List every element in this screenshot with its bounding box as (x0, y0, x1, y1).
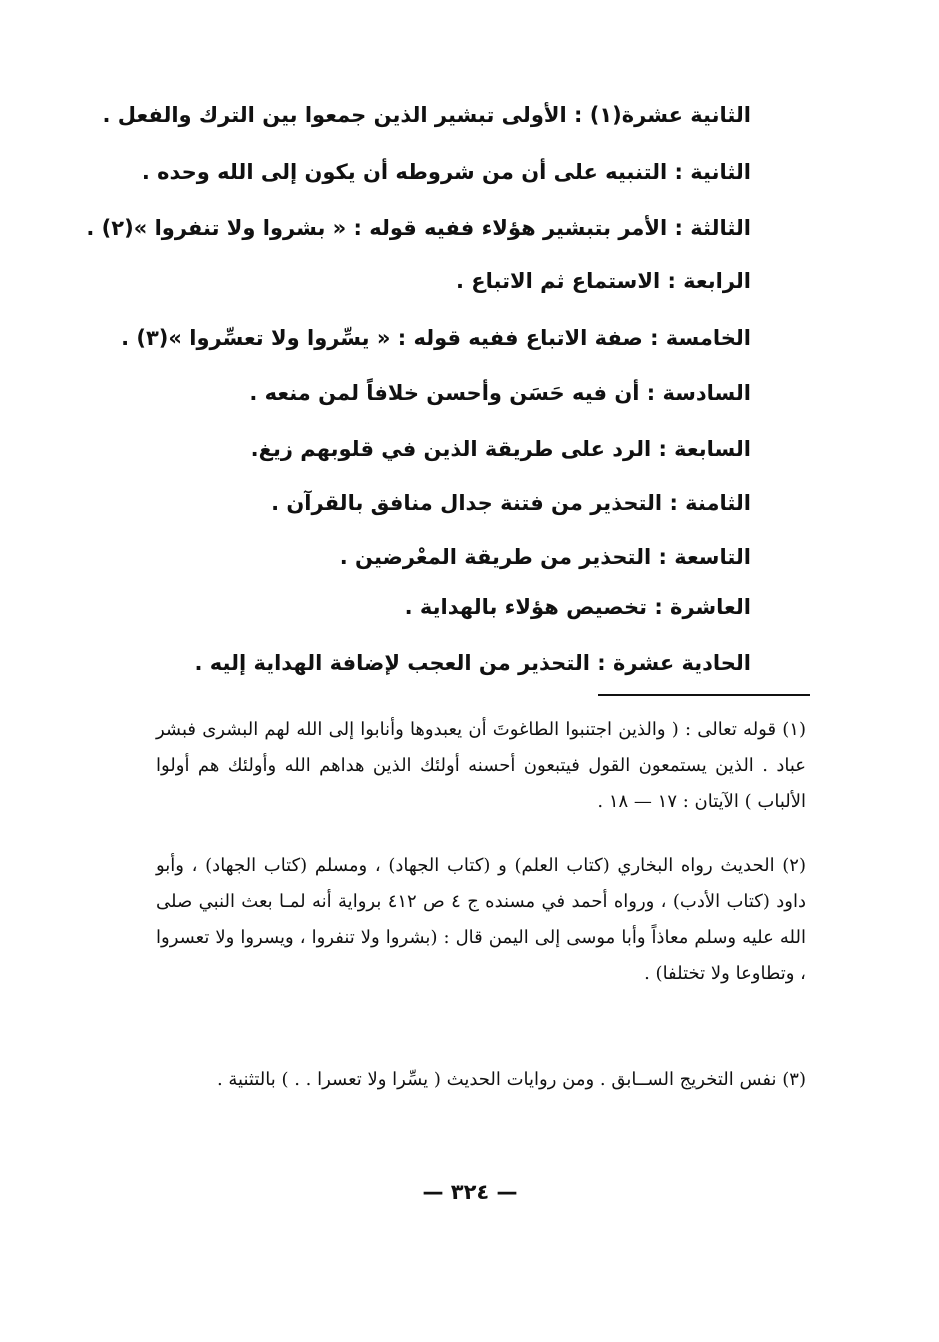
point-line (151, 266, 751, 296)
point-label: الثالثة : (674, 216, 751, 240)
point-line (121, 323, 751, 353)
footnote-separator (598, 694, 810, 696)
point-text: الأمر بتبشير هؤلاء ففيه قوله : « بشروا ولا تنفروا »(٢) . (86, 216, 668, 240)
point-line (86, 213, 751, 243)
point-text: أن فيه حَسَن وأحسن خلافاً لمن منعه . (249, 381, 640, 405)
point-text: الرد على طريقة الذين في قلوبهم زيغ. (250, 437, 652, 461)
point-label: التاسعة : (658, 545, 751, 569)
point-text: الاستماع ثم الاتباع . (456, 269, 661, 293)
point-label: السابعة : (658, 437, 751, 461)
footnote: (١) قوله تعالى : ( والذين اجتنبوا الطاغوتَ أن يعبدوها وأنابوا إلى الله لهم البشرى فبشر عباد . الذين يستمعون القول فيتبعون أحسنه أولئك الذين هداهم الله وأولئك هم أولوا الألباب ) الآيتان : ١٧ — ١٨ . (156, 719, 806, 812)
footnote: (٢) الحديث رواه البخاري (كتاب العلم) و (كتاب الجهاد) ، ومسلم (كتاب الجهاد) ، وأبو داود (كتاب الأدب) ، ورواه أحمد في مسنده ج ٤ ص ٤١٢ برواية أنه لمـا بعث النبي صلى الله عليه وسلم معاذاً وأبا موسى إلى اليمن قال : (بشروا ولا تنفروا ، ويسروا ولا تعسروا ، وتطاوعا ولا تختلفا) . (156, 855, 806, 984)
point-line (151, 378, 751, 408)
footnote: (٣) نفس التخريج الســابق . ومن روايات الحديث ( يسِّرا ولا تعسرا . . ) بالتثنية . (216, 1069, 806, 1090)
point-line (141, 157, 751, 187)
page-number: — ٣٢٤ — (422, 1180, 518, 1204)
point-text: التحذير من فتنة جدال منافق بالقرآن . (271, 491, 663, 515)
point-label: الرابعة : (667, 269, 751, 293)
point-label: الثانية عشرة(١) : (574, 103, 751, 127)
point-line (102, 100, 751, 130)
point-line (151, 434, 751, 464)
point-label: الثامنة : (669, 491, 751, 515)
point-line (151, 592, 751, 622)
point-line (151, 648, 751, 678)
point-label: الثانية : (674, 160, 751, 184)
point-text: صفة الاتباع ففيه قوله : « يسِّروا ولا تعسِّروا »(٣) . (121, 326, 643, 350)
point-text: التحذير من العجب لإضافة الهداية إليه . (194, 651, 590, 675)
point-text: تخصيص هؤلاء بالهداية . (404, 595, 648, 619)
point-label: الحادية عشرة : (597, 651, 751, 675)
point-line (151, 488, 751, 518)
point-label: الخامسة : (650, 326, 751, 350)
point-text: الأولى تبشير الذين جمعوا بين الترك والفعل . (102, 103, 567, 127)
point-label: العاشرة : (654, 595, 751, 619)
point-text: التحذير من طريقة المعْرضين . (339, 545, 652, 569)
point-text: التنبيه على أن من شروطه أن يكون إلى الله وحده . (141, 160, 668, 184)
point-label: السادسة : (646, 381, 751, 405)
point-line (151, 542, 751, 572)
